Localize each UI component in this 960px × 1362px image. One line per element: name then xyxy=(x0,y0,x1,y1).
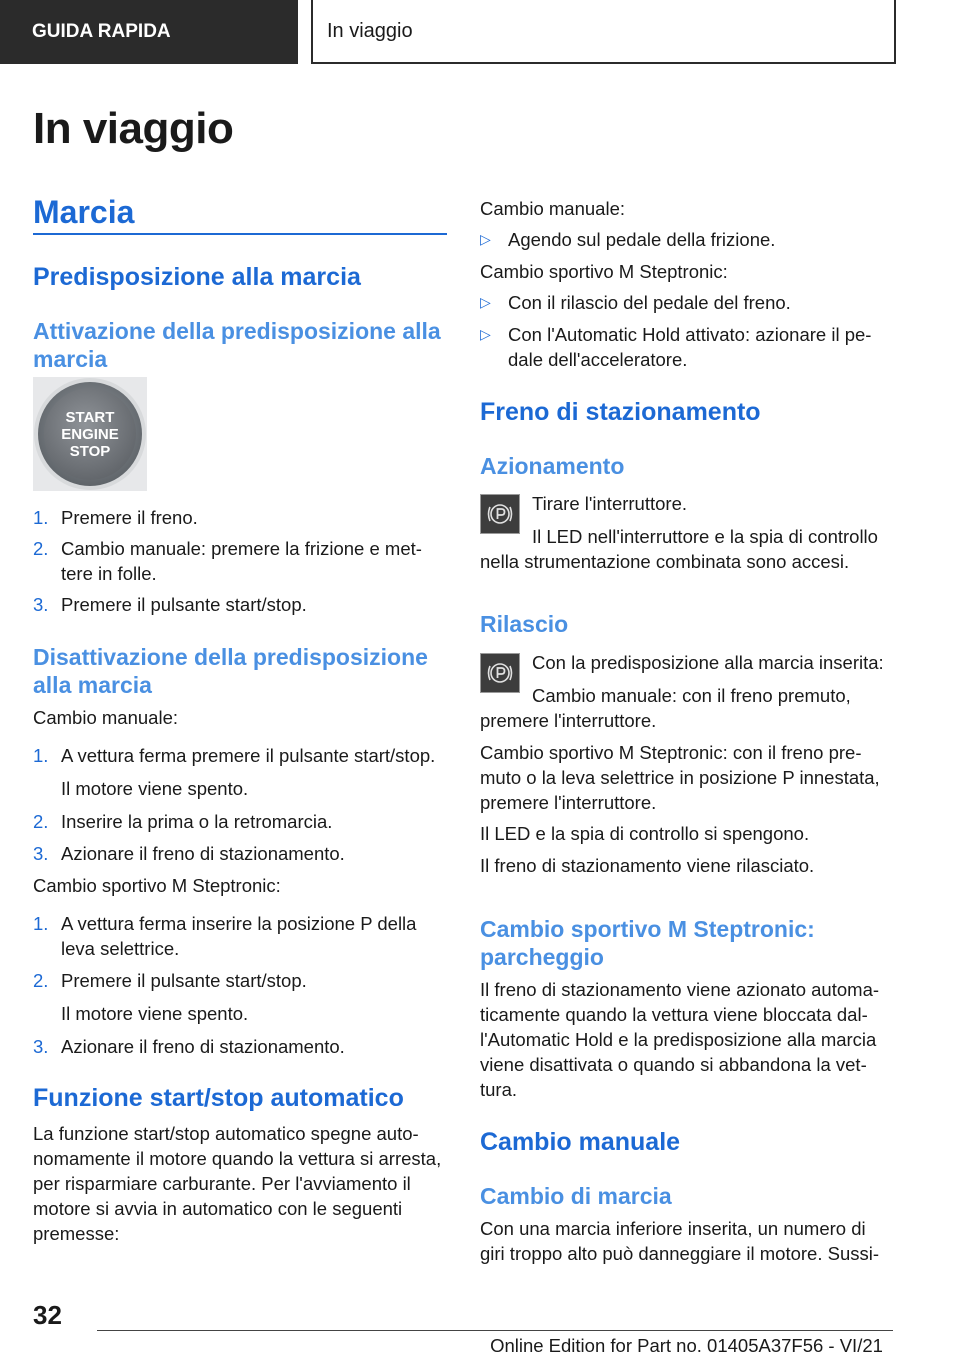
parking-brake-switch-icon xyxy=(480,653,520,693)
list-item: 2. Cambio manuale: premere la frizione e mettere in folle. xyxy=(33,538,422,584)
page-number: 32 xyxy=(33,1300,62,1330)
heading-disattivazione: Disattivazione della predisposizione alla marcia xyxy=(33,644,428,698)
list-item: 3. Azionare il freno di stazionamento. xyxy=(33,843,345,864)
heading-cambio-marcia: Cambio di marcia xyxy=(480,1183,672,1209)
list-item: ▷ Con il rilascio del pedale del freno. xyxy=(480,292,791,313)
header-section-label: GUIDA RAPIDA xyxy=(32,21,171,42)
list-item: 1. A vettura ferma premere il pulsante start/stop. xyxy=(33,745,436,766)
list-item: ▷ Con l'Automatic Hold attivato: azionare il pedale dell'acceleratore. xyxy=(480,324,872,370)
header-chapter-tab xyxy=(311,0,896,64)
header-section-tab xyxy=(0,0,298,64)
list-item: 3. Premere il pulsante start/stop. xyxy=(33,594,307,615)
manual-label-right: Cambio manuale: xyxy=(480,198,625,219)
page-title: In viaggio xyxy=(33,104,234,153)
heading-steptronic-parcheggio: Cambio sportivo M Steptronic: parcheggio xyxy=(480,916,815,970)
triangle-right-icon: ▷ xyxy=(480,231,491,247)
manual-label: Cambio manuale: xyxy=(33,707,178,728)
parking-paragraph: Il freno di stazionamento viene azionato automaticamente quando la vettura viene bloccata dall'Automatic Hold e la predisposizione alla marcia viene disattivata o quando si abbandona la vettura. xyxy=(480,979,880,1100)
heading-rilascio: Rilascio xyxy=(480,611,569,637)
list-item: Il motore viene spento. xyxy=(61,778,249,799)
release-line-5: Il freno di stazionamento viene rilasciato. xyxy=(480,855,815,876)
steptronic-label: Cambio sportivo M Steptronic: xyxy=(33,875,281,896)
steptronic-label-right: Cambio sportivo M Steptronic: xyxy=(480,261,728,282)
list-item: 2. Inserire la prima o la retromarcia. xyxy=(33,811,333,832)
start-text: START xyxy=(65,409,115,426)
shift-paragraph: Con una marcia inferiore inserita, un numero di giri troppo alto può danneggiare il motore. Sussi- xyxy=(480,1218,880,1264)
list-item: 2. Premere il pulsante start/stop. xyxy=(33,970,307,991)
list-item: 3. Azionare il freno di stazionamento. xyxy=(33,1036,345,1057)
start-engine-stop-image xyxy=(33,377,147,491)
triangle-right-icon: ▷ xyxy=(480,294,491,310)
heading-rule xyxy=(33,233,447,235)
heading-azionamento: Azionamento xyxy=(480,453,625,479)
list-item: 1. A vettura ferma inserire la posizione P della leva selettrice. xyxy=(33,913,417,959)
footer-rule xyxy=(97,1330,893,1331)
parking-brake-switch-icon xyxy=(480,494,520,534)
engine-text: ENGINE xyxy=(61,426,119,443)
heading-cambio-manuale: Cambio manuale xyxy=(480,1128,681,1156)
footer-edition: Online Edition for Part no. 01405A37F56 - VI/21 xyxy=(490,1335,883,1356)
heading-freno-stazionamento: Freno di stazionamento xyxy=(480,398,761,426)
header-chapter-label: In viaggio xyxy=(327,19,413,42)
list-item: ▷ Agendo sul pedale della frizione. xyxy=(480,229,776,250)
heading-marcia: Marcia xyxy=(33,194,135,230)
start-engine-stop-button-icon xyxy=(33,377,147,491)
release-line-1: Con la predisposizione alla marcia inserita: xyxy=(532,652,884,673)
heading-predisposizione: Predisposizione alla marcia xyxy=(33,263,361,291)
operation-line-1: Tirare l'interruttore. xyxy=(532,493,688,514)
list-item: Il motore viene spento. xyxy=(61,1003,249,1024)
operation-line-2: Il LED nell'interruttore e la spia di controllo nella strumentazione combinata sono accesi. xyxy=(480,526,878,572)
list-item: 1. Premere il freno. xyxy=(33,507,198,528)
heading-startstop: Funzione start/stop automatico xyxy=(33,1084,404,1112)
startstop-paragraph: La funzione start/stop automatico spegne autonomamente il motore quando la vettura si arresta, per risparmiare carburante. Per l'avviamento il motore si avvia in automatico con le seguenti premesse: xyxy=(33,1123,442,1244)
triangle-right-icon: ▷ xyxy=(480,326,491,342)
stop-text: STOP xyxy=(69,443,111,460)
release-line-4: Il LED e la spia di controllo si spengono. xyxy=(480,823,810,844)
release-line-2: Cambio manuale: con il freno premuto, premere l'interruttore. xyxy=(480,685,851,731)
heading-attivazione: Attivazione della predisposizione alla marcia xyxy=(33,318,441,372)
release-line-3: Cambio sportivo M Steptronic: con il freno premuto o la leva selettrice in posizione P innestata, premere l'interruttore. xyxy=(480,742,880,813)
